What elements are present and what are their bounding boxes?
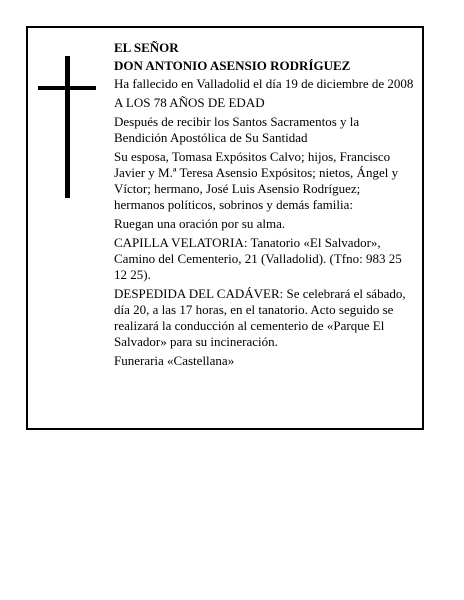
obituary-notice bbox=[26, 26, 424, 430]
notice-body bbox=[114, 40, 414, 372]
sacraments-line: Después de recibir los Santos Sacramentos y la Bendición Apostólica de Su Santidad bbox=[114, 114, 360, 145]
chapel-info: CAPILLA VELATORIA: Tanatorio «El Salvador», Camino del Cementerio, 21 (Valladolid). (Tfno: 983 25 12 25). bbox=[114, 235, 402, 282]
notice-title-honorific: EL SEÑOR bbox=[114, 40, 179, 55]
age-line: A LOS 78 AÑOS DE EDAD bbox=[114, 95, 265, 110]
funeral-home: Funeraria «Castellana» bbox=[114, 353, 235, 368]
farewell-info: DESPEDIDA DEL CADÁVER: Se celebrará el sábado, día 20, a las 17 horas, en el tanatorio. Acto seguido se realizará la conducción al cementerio de «Parque El Salvador» para su incineración. bbox=[114, 286, 406, 349]
cross-vertical-bar bbox=[65, 56, 70, 198]
cross-icon bbox=[38, 56, 96, 198]
death-info: Ha fallecido en Valladolid el día 19 de diciembre de 2008 bbox=[114, 76, 414, 91]
deceased-name: DON ANTONIO ASENSIO RODRÍGUEZ bbox=[114, 58, 351, 73]
cross-horizontal-bar bbox=[38, 86, 96, 90]
family-line: Su esposa, Tomasa Expósitos Calvo; hijos, Francisco Javier y M.ª Teresa Asensio Expósitos; nietos, Ángel y Víctor; hermano, José Luis Asensio Rodríguez; hermanos políticos, sobrinos y demás familia: bbox=[114, 149, 399, 212]
prayer-request: Ruegan una oración por su alma. bbox=[114, 216, 286, 231]
